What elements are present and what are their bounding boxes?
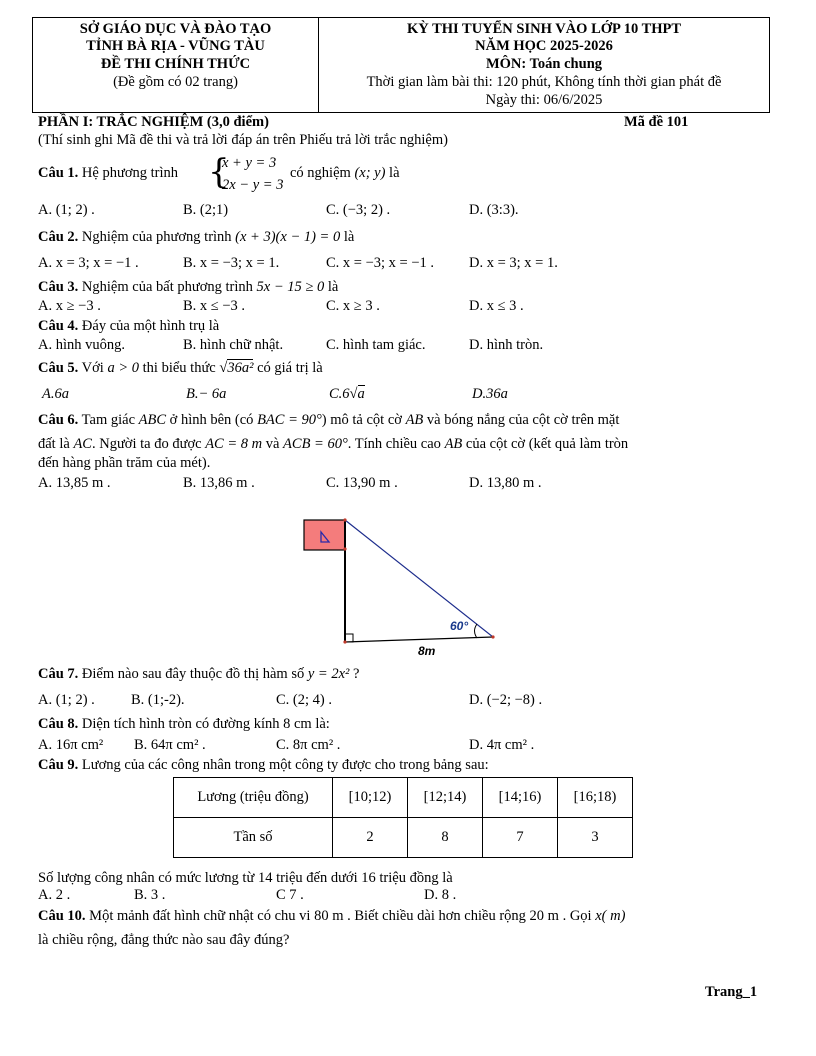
header-date: Ngày thi: 06/6/2025 xyxy=(485,92,603,108)
part-title: PHẦN I: TRẮC NGHIỆM (3,0 điểm) xyxy=(38,114,269,130)
header-exam-title: KỲ THI TUYỂN SINH VÀO LỚP 10 THPT xyxy=(406,21,682,37)
table-cell: 8 xyxy=(408,818,483,858)
header-official: ĐỀ THI CHÍNH THỨC xyxy=(100,56,251,72)
q1-option-a: A. (1; 2) . xyxy=(38,202,95,218)
q2-label: Câu 2. xyxy=(38,229,79,245)
q6-label: Câu 6. xyxy=(38,412,79,428)
q5-option-b: B.− 6a xyxy=(186,386,227,402)
q3-eq: 5x − 15 ≥ 0 xyxy=(256,279,325,295)
flagpole-figure xyxy=(300,515,500,660)
q9-option-d: D. 8 . xyxy=(424,887,457,903)
q4-option-b: B. hình chữ nhật. xyxy=(183,337,284,353)
header-province: TỈNH BÀ RỊA - VŨNG TÀU xyxy=(86,38,265,54)
q10-label: Câu 10. xyxy=(38,908,86,924)
question-5 xyxy=(38,360,323,377)
q9-question: Số lượng công nhân có mức lương từ 14 triệu đến dưới 16 triệu đồng là xyxy=(38,870,453,886)
q6-option-b: B. 13,86 m . xyxy=(183,475,255,491)
q7-option-a: A. (1; 2) . xyxy=(38,692,95,708)
sun-ray-line xyxy=(345,520,493,637)
q3-end: là xyxy=(327,279,339,295)
question-3 xyxy=(38,279,338,296)
table-cell: [16;18) xyxy=(558,778,633,818)
question-10-line2: là chiều rộng, đẳng thức nào sau đây đúng? xyxy=(38,932,290,948)
base-label: 8m xyxy=(418,644,436,658)
q3-label: Câu 3. xyxy=(38,279,79,295)
question-1 xyxy=(38,165,178,182)
point-c xyxy=(491,635,494,638)
q8-option-d: D. 4π cm² . xyxy=(469,737,535,753)
angle-arc xyxy=(475,624,478,638)
q1-eq2: 2x − y = 3 xyxy=(222,177,284,193)
right-angle-mark xyxy=(345,634,353,642)
q3-text: Nghiệm của bất phương trình xyxy=(81,279,253,295)
question-9: Câu 9. Lương của các công nhân trong một công ty được cho trong bảng sau: xyxy=(38,757,489,773)
flag-point xyxy=(343,547,346,550)
q1-tail xyxy=(290,165,400,182)
q4-option-c: C. hình tam giác. xyxy=(326,337,426,353)
q2-text: Nghiệm của phương trình xyxy=(81,229,232,245)
q9-option-b: B. 3 . xyxy=(134,887,166,903)
q1-brace: { xyxy=(208,152,230,192)
table-cell: [10;12) xyxy=(333,778,408,818)
table-cell: [12;14) xyxy=(408,778,483,818)
q1-label: Câu 1. xyxy=(38,165,79,181)
page-number: Trang_1 xyxy=(705,984,758,1000)
q2-option-a: A. x = 3; x = −1 . xyxy=(38,255,139,271)
q1-option-b: B. (2;1) xyxy=(183,202,229,218)
q1-pre: Hệ phương trình xyxy=(81,165,178,181)
shadow-line xyxy=(345,637,493,642)
exam-header xyxy=(32,17,770,113)
q5-option-d: D.36a xyxy=(472,386,508,402)
q5-label: Câu 5. xyxy=(38,360,79,376)
header-pages: (Đề gồm có 02 trang) xyxy=(113,74,238,90)
header-year: NĂM HỌC 2025-2026 xyxy=(475,38,613,54)
q8-option-b: B. 64π cm² . xyxy=(134,737,206,753)
q1-post: có nghiệm xyxy=(290,165,351,181)
q5-option-c: C.6√a xyxy=(329,386,365,402)
q2-option-c: C. x = −3; x = −1 . xyxy=(326,255,435,271)
table-cell: 2 xyxy=(333,818,408,858)
q7-option-d: D. (−2; −8) . xyxy=(469,692,543,708)
q3-option-d: D. x ≤ 3 . xyxy=(469,298,524,314)
header-subject: MÔN: Toán chung xyxy=(485,56,603,72)
table-header-cell: Tần số xyxy=(174,818,333,858)
q7-option-b: B. (1;-2). xyxy=(131,692,185,708)
question-7: Câu 7. Điểm nào sau đây thuộc đồ thị hàm số y = 2x² ? xyxy=(38,666,360,682)
point-a xyxy=(343,640,346,643)
point-b xyxy=(343,518,346,521)
flag xyxy=(304,520,345,550)
q5-option-a: A.6a xyxy=(42,386,69,402)
table-cell: 7 xyxy=(483,818,558,858)
q8-option-c: C. 8π cm² . xyxy=(276,737,341,753)
q6-option-c: C. 13,90 m . xyxy=(326,475,398,491)
q4-option-a: A. hình vuông. xyxy=(38,337,125,353)
exam-code: Mã đề 101 xyxy=(624,114,689,130)
q3-option-b: B. x ≤ −3 . xyxy=(183,298,246,314)
q1-option-c: C. (−3; 2) . xyxy=(326,202,391,218)
q9-label: Câu 9. xyxy=(38,757,79,773)
q1-eq1: x + y = 3 xyxy=(222,155,277,171)
question-10-line1: Câu 10. Một mảnh đất hình chữ nhật có chu vi 80 m . Biết chiều dài hơn chiều rộng 20 m . Gọi x( m) xyxy=(38,908,626,924)
q9-option-c: C 7 . xyxy=(276,887,304,903)
q4-label: Câu 4. xyxy=(38,318,79,334)
q5-pre: Với xyxy=(81,360,104,376)
q7-option-c: C. (2; 4) . xyxy=(276,692,332,708)
q4-option-d: D. hình tròn. xyxy=(469,337,544,353)
question-6-line2: đất là AC. Người ta đo được AC = 8 m và ACB = 60°. Tính chiều cao AB của cột cờ (kết quả làm tròn xyxy=(38,436,629,452)
question-8: Câu 8. Diện tích hình tròn có đường kính 8 cm là: xyxy=(38,716,330,732)
wage-table xyxy=(173,777,633,858)
question-2 xyxy=(38,229,354,246)
q3-option-a: A. x ≥ −3 . xyxy=(38,298,101,314)
header-duration: Thời gian làm bài thi: 120 phút, Không tính thời gian phát đề xyxy=(366,74,722,90)
q4-text: Đáy của một hình trụ là xyxy=(81,318,220,334)
q5-cond: a > 0 xyxy=(107,360,140,376)
question-4 xyxy=(38,318,219,335)
table-cell: [14;16) xyxy=(483,778,558,818)
question-6-line1: Câu 6. Tam giác ABC ở hình bên (có BAC = 90°) mô tả cột cờ AB và bóng nắng của cột cờ trên mặt xyxy=(38,412,620,428)
q2-end: là xyxy=(343,229,355,245)
q5-radicand: 36a² xyxy=(227,360,254,376)
table-row xyxy=(174,778,633,818)
q1-option-d: D. (3:3). xyxy=(469,202,519,218)
q8-label: Câu 8. xyxy=(38,716,79,732)
q6-option-d: D. 13,80 m . xyxy=(469,475,542,491)
q5-sqrt: √36a² xyxy=(219,360,254,376)
q2-eq: (x + 3)(x − 1) = 0 xyxy=(235,229,341,245)
q2-option-d: D. x = 3; x = 1. xyxy=(469,255,558,271)
q9-option-a: A. 2 . xyxy=(38,887,71,903)
q8-option-a: A. 16π cm² xyxy=(38,737,104,753)
q3-option-c: C. x ≥ 3 . xyxy=(326,298,380,314)
table-row xyxy=(174,818,633,858)
q1-end: là xyxy=(389,165,400,181)
q5-mid: thi biểu thức xyxy=(142,360,216,376)
part-note: (Thí sinh ghi Mã đề thi và trả lời đáp án trên Phiếu trả lời trắc nghiệm) xyxy=(38,132,448,148)
q6-option-a: A. 13,85 m . xyxy=(38,475,111,491)
table-header-cell: Lương (triệu đồng) xyxy=(174,778,333,818)
q5-end: có giá trị là xyxy=(257,360,323,376)
table-cell: 3 xyxy=(558,818,633,858)
question-6-line3: đến hàng phần trăm của mét). xyxy=(38,455,211,471)
q2-option-b: B. x = −3; x = 1. xyxy=(183,255,280,271)
q1-pair: (x; y) xyxy=(354,165,386,181)
header-dept: SỞ GIÁO DỤC VÀ ĐÀO TẠO xyxy=(79,21,272,37)
angle-label: 60° xyxy=(450,619,469,633)
q7-label: Câu 7. xyxy=(38,666,79,682)
